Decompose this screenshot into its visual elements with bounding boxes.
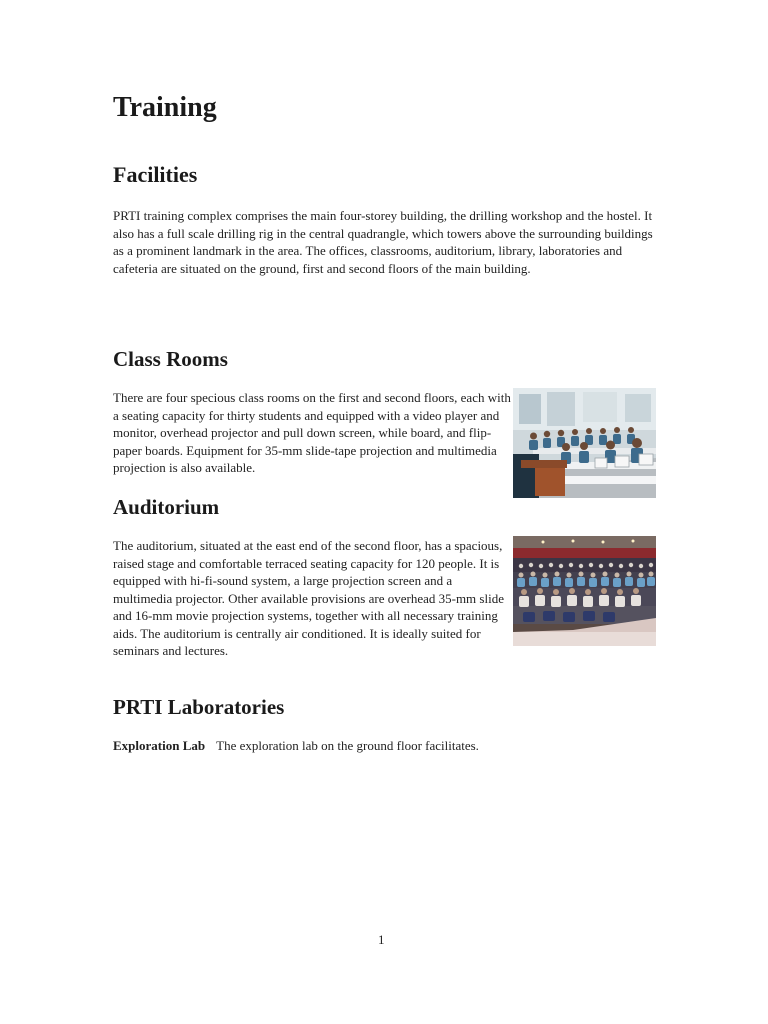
page-number: 1 [378, 932, 385, 947]
page-title: Training [113, 92, 217, 123]
classroom-photo [513, 388, 656, 498]
facilities-paragraph: PRTI training complex comprises the main four-storey building, the drilling workshop and the hostel. It also has a full scale drilling rig in the central quadrangle, which towers above the surrounding buildings as a prominent landmark in the area. The offices, classrooms, auditorium, library, laboratories and cafeteria are situated on the ground, first and second floors of the main building. [113, 208, 653, 276]
classrooms-heading: Class Rooms [113, 347, 228, 371]
auditorium-photo [513, 536, 656, 646]
exploration-lab-term: Exploration Lab [113, 738, 206, 753]
auditorium-heading: Auditorium [113, 495, 220, 519]
facilities-heading: Facilities [113, 162, 198, 187]
laboratories-heading: PRTI Laboratories [113, 695, 285, 719]
auditorium-paragraph: The auditorium, situated at the east end of the second floor, has a spacious, raised stage and comfortable terraced seating capacity for 120 people. It is equipped with hi-fi-sound system, a large projection screen and a multimedia projector. Other available provisions are overhead 35-mm slide and 16-mm movie projection systems, together with all necessary training aids. The auditorium is centrally air conditioned. It is ideally suited for seminars and lectures. [113, 538, 504, 658]
exploration-lab-entry [113, 737, 479, 755]
classrooms-paragraph: There are four specious class rooms on the first and second floors, each with a seating capacity for thirty students and equipped with a video player and monitor, overhead projector and pull down screen, while board, and flip-paper boards. Equipment for 35-mm slide-tape projection and multimedia projection is also available. [113, 390, 511, 475]
exploration-lab-text: The exploration lab on the ground floor facilitates. [216, 738, 479, 753]
